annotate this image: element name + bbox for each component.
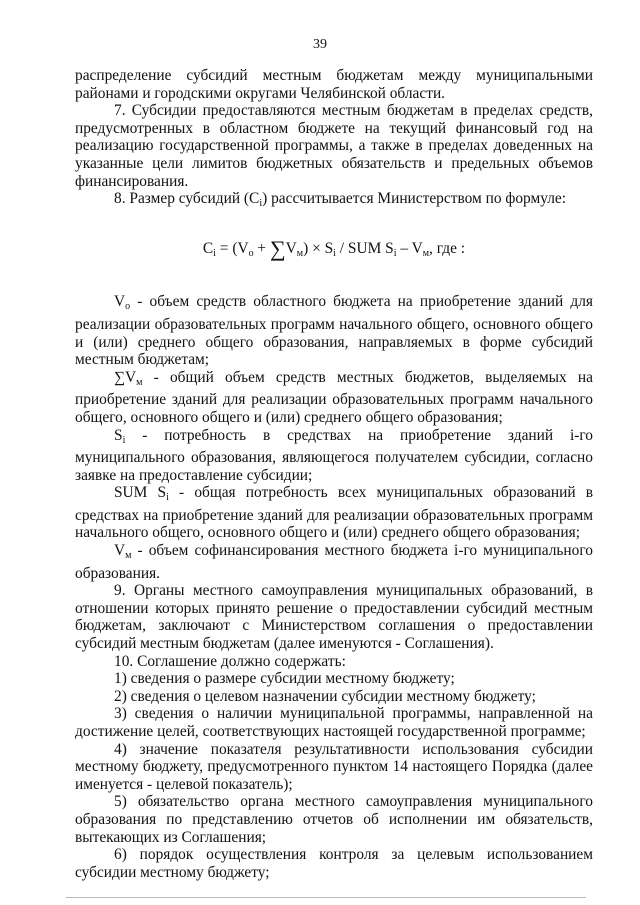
def-text: - объем средств областного бюджета на приобретение зданий для реализации образовательных программ начального общего, основного общего и (или) среднего общего образования, направляемых в форме субсидий местным бюджетам;: [75, 293, 593, 369]
formula-part: / SUM S: [335, 239, 394, 257]
formula-sub: м: [422, 247, 430, 259]
formula-sub: i: [333, 247, 336, 259]
def-symbol: ∑V: [114, 368, 137, 386]
def-sub: o: [125, 301, 131, 313]
formula-sub: м: [296, 247, 304, 259]
formula-part: C: [202, 239, 214, 257]
body-text-top: [75, 67, 593, 881]
formula-sub: i: [393, 247, 397, 259]
def-symbol: S: [114, 426, 123, 444]
formula-part: ) × S: [303, 239, 334, 257]
definition-vm: [75, 542, 593, 582]
def-text: - потребность в средствах на приобретение зданий i-го муниципального образования, являющегося получателем субсидии, согласно заявке на предоставление субсидии;: [75, 426, 593, 484]
formula-sub: i: [213, 247, 216, 259]
definition-si: [75, 427, 593, 485]
formula-part: – V: [396, 239, 423, 257]
list-item-2: 2) сведения о целевом назначении субсидии местному бюджету;: [114, 687, 536, 705]
def-text: - общая потребность всех муниципальных образований в средствах на приобретение зданий для реализации образовательных программ начального общего, основного общего и (или) среднего общего образования;: [75, 484, 593, 542]
paragraph-8: [75, 190, 593, 213]
list-item-6: 6) порядок осуществления контроля за целевым использованием субсидии местному бюджету;: [75, 846, 593, 881]
def-sub: м: [125, 550, 132, 562]
list-item-3: 3) сведения о наличии муниципальной программы, направленной на достижение целей, соответствующих настоящей государственной программе;: [75, 705, 593, 740]
item8-text: 8. Размер субсидий (C: [114, 190, 260, 208]
list-item-5: 5) обязательство органа местного самоуправления муниципального образования по представлению отчетов об исполнении им обязательств, вытекающих из Соглашения;: [75, 793, 593, 846]
definition-vo: [75, 293, 593, 368]
item8-sub: i: [259, 198, 263, 210]
def-text: - объем софинансирования местного бюджета i-го муниципального образования.: [75, 542, 593, 582]
def-text: - общий объем средств местных бюджетов, выделяемых на приобретение зданий для реализации образовательных программ начального общего, основного общего и (или) среднего общего образования;: [75, 368, 593, 426]
paragraph-9: 9. Органы местного самоуправления муниципальных образований, в отношении которых принято решение о предоставлении субсидий местным бюджетам, заключают с Министерством соглашения о предоставлении субсидий местным бюджетам (далее именуются - Соглашения).: [75, 582, 593, 653]
sum-sign: ∑: [269, 235, 286, 261]
def-sub: м: [136, 376, 143, 388]
definition-sum-si: [75, 484, 593, 542]
def-symbol: V: [114, 542, 126, 560]
paragraph-7: 7. Субсидии предоставляются местным бюджетам в пределах средств, предусмотренных в областном бюджете на текущий финансовый год на реализацию государственной программы, а также в пределах доведенных на указанные цели лимитов бюджетных обязательств и предельных объемов финансирования.: [75, 102, 593, 190]
scan-edge-line: [66, 897, 586, 898]
list-item-1: 1) сведения о размере субсидии местному бюджету;: [114, 670, 455, 688]
def-symbol: SUM S: [114, 484, 167, 502]
item8-tail: ) рассчитывается Министерством по формуле:: [262, 190, 567, 208]
formula-sub: o: [248, 247, 254, 259]
def-sub: i: [122, 434, 126, 446]
paragraph-10: 10. Соглашение должно содержать:: [114, 652, 346, 670]
formula-part: V: [285, 239, 297, 257]
def-symbol: V: [114, 293, 126, 311]
paragraph-continuation: распределение субсидий местным бюджетам между муниципальными районами и городскими округами Челябинской области.: [75, 67, 593, 102]
definition-sum-vm: [75, 369, 593, 427]
page-number: 39: [313, 37, 327, 52]
list-item-4: 4) значение показателя результативности использования субсидии местному бюджету, предусмотренного пунктом 14 настоящего Порядка (далее именуется - целевой показатель);: [75, 740, 593, 793]
formula-part: = (V: [215, 239, 249, 257]
formula-part: , где :: [429, 239, 466, 257]
formula: [75, 235, 593, 263]
def-sub: i: [166, 492, 169, 504]
formula-part: +: [253, 239, 270, 257]
